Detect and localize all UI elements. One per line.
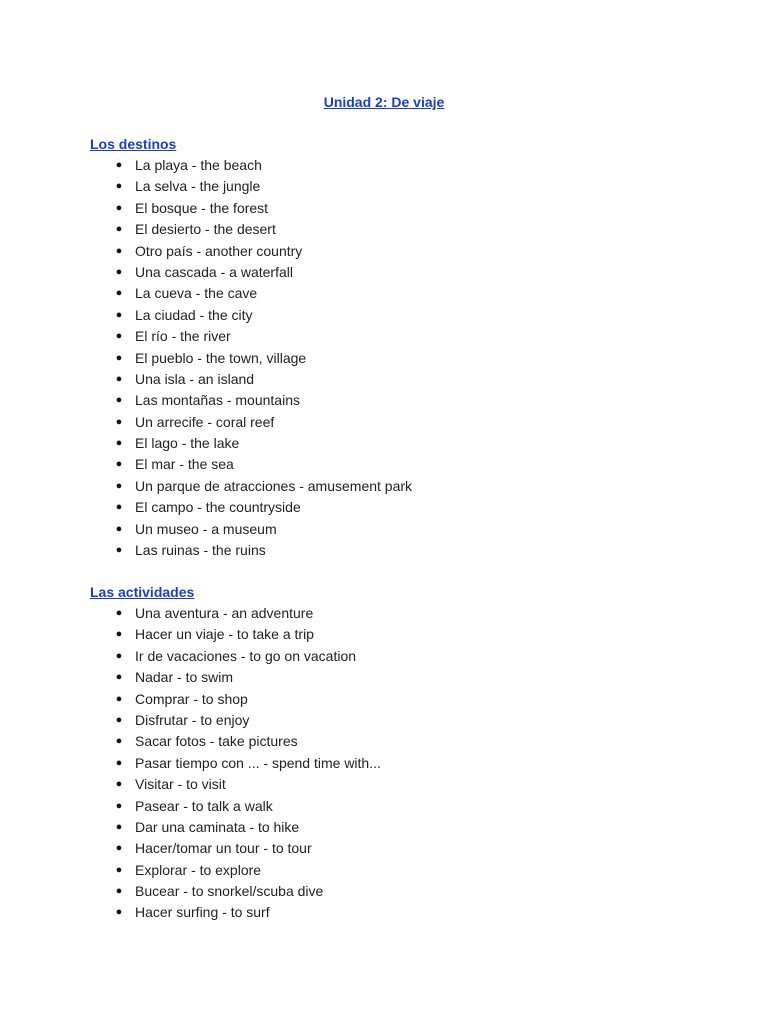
- list-item-text: El bosque - the forest: [135, 199, 269, 216]
- list-item-text: Hacer/tomar un tour - to tour: [135, 840, 312, 857]
- bullet-icon: ●: [115, 671, 123, 684]
- bullet-icon: ●: [115, 607, 123, 619]
- list-item-text: Ir de vacaciones - to go on vacation: [135, 647, 357, 664]
- bullet-icon: ●: [115, 544, 123, 557]
- list-item: [90, 731, 690, 752]
- bullet-icon: ●: [115, 479, 123, 492]
- vocab-list-destinos: [90, 155, 690, 561]
- list-item: [90, 774, 690, 795]
- list-item: [90, 283, 690, 304]
- bullet-icon: ●: [115, 692, 123, 705]
- list-item-text: Otro país - another country: [135, 242, 303, 259]
- list-item-text: Hacer un viaje - to take a trip: [135, 626, 314, 643]
- list-item-text: La playa - the beach: [135, 157, 262, 173]
- list-item: [90, 369, 690, 390]
- list-item: [90, 219, 690, 240]
- section-actividades: [90, 582, 690, 924]
- bullet-icon: ●: [115, 180, 123, 193]
- list-item: [90, 497, 690, 518]
- list-item: [90, 155, 690, 176]
- list-item-text: Dar una caminata - to hike: [135, 818, 300, 835]
- bullet-icon: ●: [115, 223, 123, 236]
- list-item: [90, 198, 690, 219]
- section-heading-destinos[interactable]: Los destinos: [90, 136, 177, 152]
- bullet-icon: ●: [115, 649, 123, 662]
- bullet-icon: ●: [115, 287, 123, 300]
- list-item: [90, 881, 690, 902]
- bullet-icon: ●: [115, 778, 123, 791]
- list-item: [90, 348, 690, 369]
- list-item-text: Pasar tiempo con ... - spend time with...: [135, 754, 381, 771]
- list-item: [90, 902, 690, 923]
- list-item: [90, 454, 690, 475]
- list-item: [90, 241, 690, 262]
- list-item-text: Comprar - to shop: [135, 690, 248, 707]
- list-item-text: La selva - the jungle: [135, 178, 261, 195]
- list-item: [90, 476, 690, 497]
- list-item-text: Hacer surfing - to surf: [135, 904, 270, 921]
- list-item: [90, 433, 690, 454]
- list-item-text: Nadar - to swim: [135, 669, 234, 686]
- list-item-text: Una cascada - a waterfall: [135, 263, 293, 280]
- bullet-icon: ●: [115, 437, 123, 450]
- section-heading-actividades[interactable]: Las actividades: [90, 584, 195, 600]
- list-item-text: El pueblo - the town, village: [135, 349, 307, 366]
- bullet-icon: ●: [115, 330, 123, 343]
- list-item-text: Sacar fotos - take pictures: [135, 733, 298, 750]
- list-item-text: Bucear - to snorkel/scuba dive: [135, 883, 324, 900]
- bullet-icon: ●: [115, 265, 123, 278]
- list-item-text: Un parque de atracciones - amusement park: [135, 477, 413, 494]
- list-item: [90, 753, 690, 774]
- list-item: [90, 412, 690, 433]
- bullet-icon: ●: [115, 885, 123, 898]
- list-item: [90, 603, 690, 624]
- list-item-text: La cueva - the cave: [135, 285, 258, 302]
- bullet-icon: ●: [115, 394, 123, 407]
- list-item-text: El mar - the sea: [135, 456, 234, 473]
- list-item-text: Visitar - to visit: [135, 776, 226, 793]
- list-item-text: Las ruinas - the ruins: [135, 542, 266, 559]
- bullet-icon: ●: [115, 501, 123, 514]
- list-item-text: Una isla - an island: [135, 370, 255, 387]
- list-item-text: Una aventura - an adventure: [135, 605, 314, 621]
- bullet-icon: ●: [115, 159, 123, 171]
- bullet-icon: ●: [115, 458, 123, 471]
- list-item-text: Las montañas - mountains: [135, 392, 300, 409]
- list-item-text: El río - the river: [135, 328, 231, 345]
- list-item: [90, 646, 690, 667]
- list-item-text: Explorar - to explore: [135, 861, 262, 878]
- list-item-text: El campo - the countryside: [135, 499, 301, 516]
- list-item: [90, 176, 690, 197]
- vocab-list-actividades: [90, 603, 690, 924]
- bullet-icon: ●: [115, 906, 123, 919]
- list-item: [90, 519, 690, 540]
- bullet-icon: ●: [115, 713, 123, 726]
- bullet-icon: ●: [115, 308, 123, 321]
- list-item-text: Un arrecife - coral reef: [135, 413, 275, 430]
- list-item-text: El lago - the lake: [135, 435, 240, 452]
- bullet-icon: ●: [115, 842, 123, 855]
- list-item: [90, 796, 690, 817]
- list-item: [90, 817, 690, 838]
- list-item: [90, 540, 690, 561]
- list-item: [90, 624, 690, 645]
- list-item: [90, 838, 690, 859]
- bullet-icon: ●: [115, 522, 123, 535]
- list-item: [90, 689, 690, 710]
- list-item: [90, 262, 690, 283]
- list-item: [90, 305, 690, 326]
- list-item: [90, 326, 690, 347]
- list-item-text: Pasear - to talk a walk: [135, 797, 273, 814]
- bullet-icon: ●: [115, 820, 123, 833]
- bullet-icon: ●: [115, 415, 123, 428]
- list-item-text: Un museo - a museum: [135, 520, 277, 537]
- bullet-icon: ●: [115, 201, 123, 214]
- bullet-icon: ●: [115, 756, 123, 769]
- list-item: [90, 710, 690, 731]
- list-item-text: El desierto - the desert: [135, 221, 276, 238]
- bullet-icon: ●: [115, 628, 123, 641]
- bullet-icon: ●: [115, 351, 123, 364]
- list-item: [90, 667, 690, 688]
- list-item: [90, 860, 690, 881]
- bullet-icon: ●: [115, 372, 123, 385]
- bullet-icon: ●: [115, 799, 123, 812]
- bullet-icon: ●: [115, 244, 123, 257]
- document-title[interactable]: Unidad 2: De viaje: [323, 94, 445, 110]
- list-item: [90, 390, 690, 411]
- bullet-icon: ●: [115, 863, 123, 876]
- bullet-icon: ●: [115, 735, 123, 748]
- section-destinos: [90, 134, 690, 561]
- list-item-text: Disfrutar - to enjoy: [135, 711, 250, 728]
- list-item-text: La ciudad - the city: [135, 306, 253, 323]
